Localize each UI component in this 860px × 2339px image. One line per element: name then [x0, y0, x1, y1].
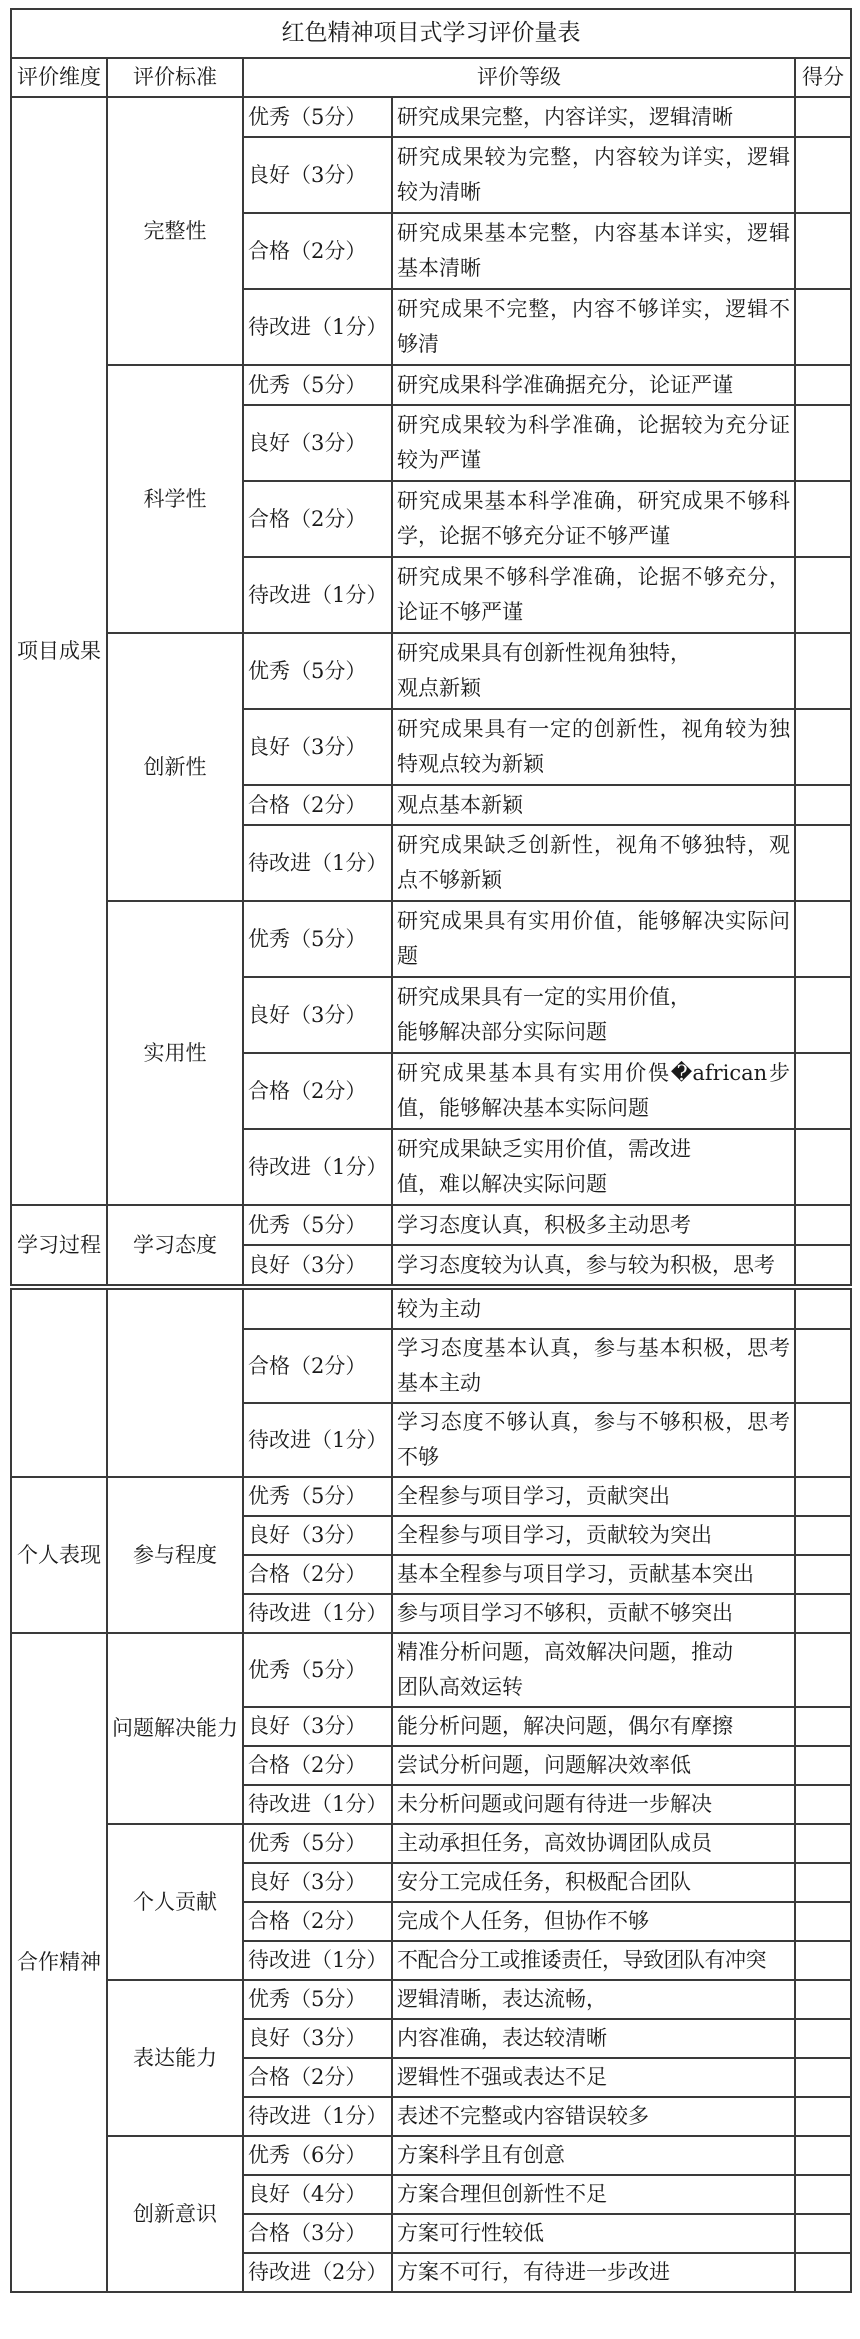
level-label: 待改进（1分）: [243, 557, 392, 633]
level-description: 基本全程参与项目学习，贡献基本突出: [392, 1555, 795, 1594]
criterion-innovation: 创新性: [107, 633, 243, 901]
level-description: 逻辑性不强或表达不足: [392, 2058, 795, 2097]
score-cell[interactable]: [795, 709, 851, 785]
level-description: 学习态度认真，积极多主动思考: [392, 1205, 795, 1245]
score-cell[interactable]: [795, 289, 851, 365]
level-description: 安分工完成任务，积极配合团队: [392, 1863, 795, 1902]
score-cell[interactable]: [795, 481, 851, 557]
score-cell[interactable]: [795, 213, 851, 289]
level-description: 研究成果较为完整，内容较为详实，逻辑较为清晰: [392, 137, 795, 213]
score-cell[interactable]: [795, 365, 851, 405]
score-cell[interactable]: [795, 633, 851, 709]
level-description: 学习态度不够认真，参与不够积极，思考不够: [392, 1403, 795, 1477]
description-line: 值，难以解决实际问题: [397, 1172, 607, 1196]
level-label: 待改进（1分）: [243, 1594, 392, 1633]
level-label: 合格（2分）: [243, 2058, 392, 2097]
level-description: 内容准确，表达较清晰: [392, 2019, 795, 2058]
level-label: 待改进（1分）: [243, 1941, 392, 1980]
score-cell[interactable]: [795, 1594, 851, 1633]
level-label: 优秀（5分）: [243, 97, 392, 137]
level-description: [392, 977, 795, 1053]
score-cell[interactable]: [795, 1477, 851, 1516]
dimension-personal: 个人表现: [11, 1477, 107, 1633]
criterion-completeness: 完整性: [107, 97, 243, 365]
level-description: 方案合理但创新性不足: [392, 2175, 795, 2214]
score-cell[interactable]: [795, 1863, 851, 1902]
score-cell[interactable]: [795, 2019, 851, 2058]
level-description: 全程参与项目学习，贡献较为突出: [392, 1516, 795, 1555]
level-description: 方案不可行，有待进一步改进: [392, 2253, 795, 2292]
evaluation-table-part2: [10, 1288, 852, 2293]
level-description: 不配合分工或推诿责任，导致团队有冲突: [392, 1941, 795, 1980]
description-line: 研究成果具有一定的实用价值，: [397, 985, 691, 1009]
level-label: 待改进（1分）: [243, 1785, 392, 1824]
score-cell[interactable]: [795, 1902, 851, 1941]
description-line: 研究成果具有创新性视角独特，: [397, 641, 691, 665]
level-description: 研究成果具有一定的创新性，视角较为独特观点较为新颖: [392, 709, 795, 785]
level-label: 良好（3分）: [243, 1516, 392, 1555]
description-line: 能够解决部分实际问题: [397, 1020, 607, 1044]
level-label: 良好（3分）: [243, 709, 392, 785]
level-label: 优秀（5分）: [243, 1205, 392, 1245]
header-score: 得分: [795, 58, 851, 97]
level-label: 良好（3分）: [243, 1245, 392, 1285]
level-description: [392, 1633, 795, 1707]
score-cell[interactable]: [795, 901, 851, 977]
score-cell[interactable]: [795, 1746, 851, 1785]
score-cell[interactable]: [795, 1403, 851, 1477]
level-description: 主动承担任务，高效协调团队成员: [392, 1824, 795, 1863]
level-label: 优秀（5分）: [243, 901, 392, 977]
score-cell[interactable]: [795, 557, 851, 633]
level-label: 合格（3分）: [243, 2214, 392, 2253]
score-cell[interactable]: [795, 1245, 851, 1285]
level-description: 研究成果完整，内容详实，逻辑清晰: [392, 97, 795, 137]
level-description: 研究成果较为科学准确，论据较为充分证较为严谨: [392, 405, 795, 481]
level-description: 尝试分析问题，问题解决效率低: [392, 1746, 795, 1785]
level-description: 研究成果不够科学准确，论据不够充分，论证不够严谨: [392, 557, 795, 633]
level-label: 合格（2分）: [243, 785, 392, 825]
level-label: 优秀（6分）: [243, 2136, 392, 2175]
level-description: [392, 1129, 795, 1205]
dimension-continued: [11, 1289, 107, 1477]
table-title: 红色精神项目式学习评价量表: [11, 9, 851, 58]
dimension-cooperation: 合作精神: [11, 1633, 107, 2292]
criterion-expression: 表达能力: [107, 1980, 243, 2136]
score-cell[interactable]: [795, 1516, 851, 1555]
criterion-contribution: 个人贡献: [107, 1824, 243, 1980]
score-cell[interactable]: [795, 2253, 851, 2292]
level-label: 良好（3分）: [243, 405, 392, 481]
level-description: 完成个人任务，但协作不够: [392, 1902, 795, 1941]
level-description: 研究成果缺乏创新性，视角不够独特，观点不够新颖: [392, 825, 795, 901]
level-label: 待改进（1分）: [243, 289, 392, 365]
score-cell[interactable]: [795, 2097, 851, 2136]
score-cell[interactable]: [795, 2136, 851, 2175]
criterion-scientific: 科学性: [107, 365, 243, 633]
level-description: 参与项目学习不够积，贡献不够突出: [392, 1594, 795, 1633]
score-cell[interactable]: [795, 1053, 851, 1129]
level-description: 研究成果科学准确据充分，论证严谨: [392, 365, 795, 405]
level-label: 良好（3分）: [243, 977, 392, 1053]
score-cell[interactable]: [795, 1707, 851, 1746]
level-label: 合格（2分）: [243, 1555, 392, 1594]
score-cell[interactable]: [795, 1941, 851, 1980]
score-cell[interactable]: [795, 785, 851, 825]
level-label: 优秀（5分）: [243, 1633, 392, 1707]
level-label: 合格（2分）: [243, 1329, 392, 1403]
level-label: 合格（2分）: [243, 1053, 392, 1129]
level-label: 待改进（1分）: [243, 825, 392, 901]
level-label: 优秀（5分）: [243, 1980, 392, 2019]
level-label: 优秀（5分）: [243, 633, 392, 709]
level-description: 观点基本新颖: [392, 785, 795, 825]
level-description: 较为主动: [392, 1289, 795, 1329]
level-description: 未分析问题或问题有待进一步解决: [392, 1785, 795, 1824]
level-description: 逻辑清晰，表达流畅，: [392, 1980, 795, 2019]
score-cell[interactable]: [795, 1633, 851, 1707]
level-label: 优秀（5分）: [243, 365, 392, 405]
score-cell[interactable]: [795, 405, 851, 481]
description-line: 观点新颖: [397, 676, 481, 700]
level-description: 学习态度基本认真，参与基本积极，思考基本主动: [392, 1329, 795, 1403]
level-description: 学习态度较为认真，参与较为积极，思考: [392, 1245, 795, 1285]
level-label: 良好（3分）: [243, 1863, 392, 1902]
score-cell[interactable]: [795, 1824, 851, 1863]
criterion-participation: 参与程度: [107, 1477, 243, 1633]
level-label: 待改进（1分）: [243, 2097, 392, 2136]
level-label: 良好（4分）: [243, 2175, 392, 2214]
score-cell[interactable]: [795, 97, 851, 137]
criterion-practical: 实用性: [107, 901, 243, 1205]
header-criterion: 评价标准: [107, 58, 243, 97]
dimension-learning-process: 学习过程: [11, 1205, 107, 1285]
criterion-attitude: 学习态度: [107, 1205, 243, 1285]
evaluation-table-part1: [10, 8, 852, 1286]
score-cell[interactable]: [795, 1329, 851, 1403]
header-dimension: 评价维度: [11, 58, 107, 97]
criterion-creativity: 创新意识: [107, 2136, 243, 2292]
score-cell[interactable]: [795, 2058, 851, 2097]
score-cell[interactable]: [795, 1289, 851, 1329]
score-cell[interactable]: [795, 1205, 851, 1245]
criterion-problem-solving: 问题解决能力: [107, 1633, 243, 1824]
level-label: 待改进（1分）: [243, 1129, 392, 1205]
score-cell[interactable]: [795, 1785, 851, 1824]
criterion-continued: [107, 1289, 243, 1477]
level-label: 合格（2分）: [243, 213, 392, 289]
level-description: [392, 633, 795, 709]
score-cell[interactable]: [795, 137, 851, 213]
level-label: 良好（3分）: [243, 1707, 392, 1746]
level-description: 研究成果基本完整，内容基本详实，逻辑基本清晰: [392, 213, 795, 289]
score-cell[interactable]: [795, 825, 851, 901]
level-label: 优秀（5分）: [243, 1824, 392, 1863]
score-cell[interactable]: [795, 1555, 851, 1594]
level-label: 合格（2分）: [243, 1902, 392, 1941]
level-description: 研究成果基本科学准确，研究成果不够科学，论据不够充分证不够严谨: [392, 481, 795, 557]
level-description: 研究成果基本具有实用价俁�african步值，能够解决基本实际问题: [392, 1053, 795, 1129]
score-cell[interactable]: [795, 2175, 851, 2214]
level-label: 待改进（1分）: [243, 1403, 392, 1477]
level-description: 表述不完整或内容错误较多: [392, 2097, 795, 2136]
level-label: 待改进（2分）: [243, 2253, 392, 2292]
score-cell[interactable]: [795, 2214, 851, 2253]
score-cell[interactable]: [795, 977, 851, 1053]
level-label: 良好（3分）: [243, 2019, 392, 2058]
score-cell[interactable]: [795, 1129, 851, 1205]
description-line: 团队高效运转: [397, 1675, 523, 1699]
level-description: 方案可行性较低: [392, 2214, 795, 2253]
level-label: 优秀（5分）: [243, 1477, 392, 1516]
level-description: 全程参与项目学习，贡献突出: [392, 1477, 795, 1516]
level-continued: [243, 1289, 392, 1329]
header-grade: 评价等级: [243, 58, 795, 97]
level-description: 方案科学且有创意: [392, 2136, 795, 2175]
score-cell[interactable]: [795, 1980, 851, 2019]
level-description: 研究成果具有实用价值，能够解决实际问题: [392, 901, 795, 977]
level-label: 合格（2分）: [243, 481, 392, 557]
level-label: 良好（3分）: [243, 137, 392, 213]
level-label: 合格（2分）: [243, 1746, 392, 1785]
dimension-project-results: 项目成果: [11, 97, 107, 1205]
level-description: 能分析问题，解决问题，偶尔有摩擦: [392, 1707, 795, 1746]
description-line: 精准分析问题，高效解决问题，推动: [397, 1640, 733, 1664]
level-description: 研究成果不完整，内容不够详实，逻辑不够清: [392, 289, 795, 365]
description-line: 研究成果缺乏实用价值，需改进: [397, 1137, 691, 1161]
